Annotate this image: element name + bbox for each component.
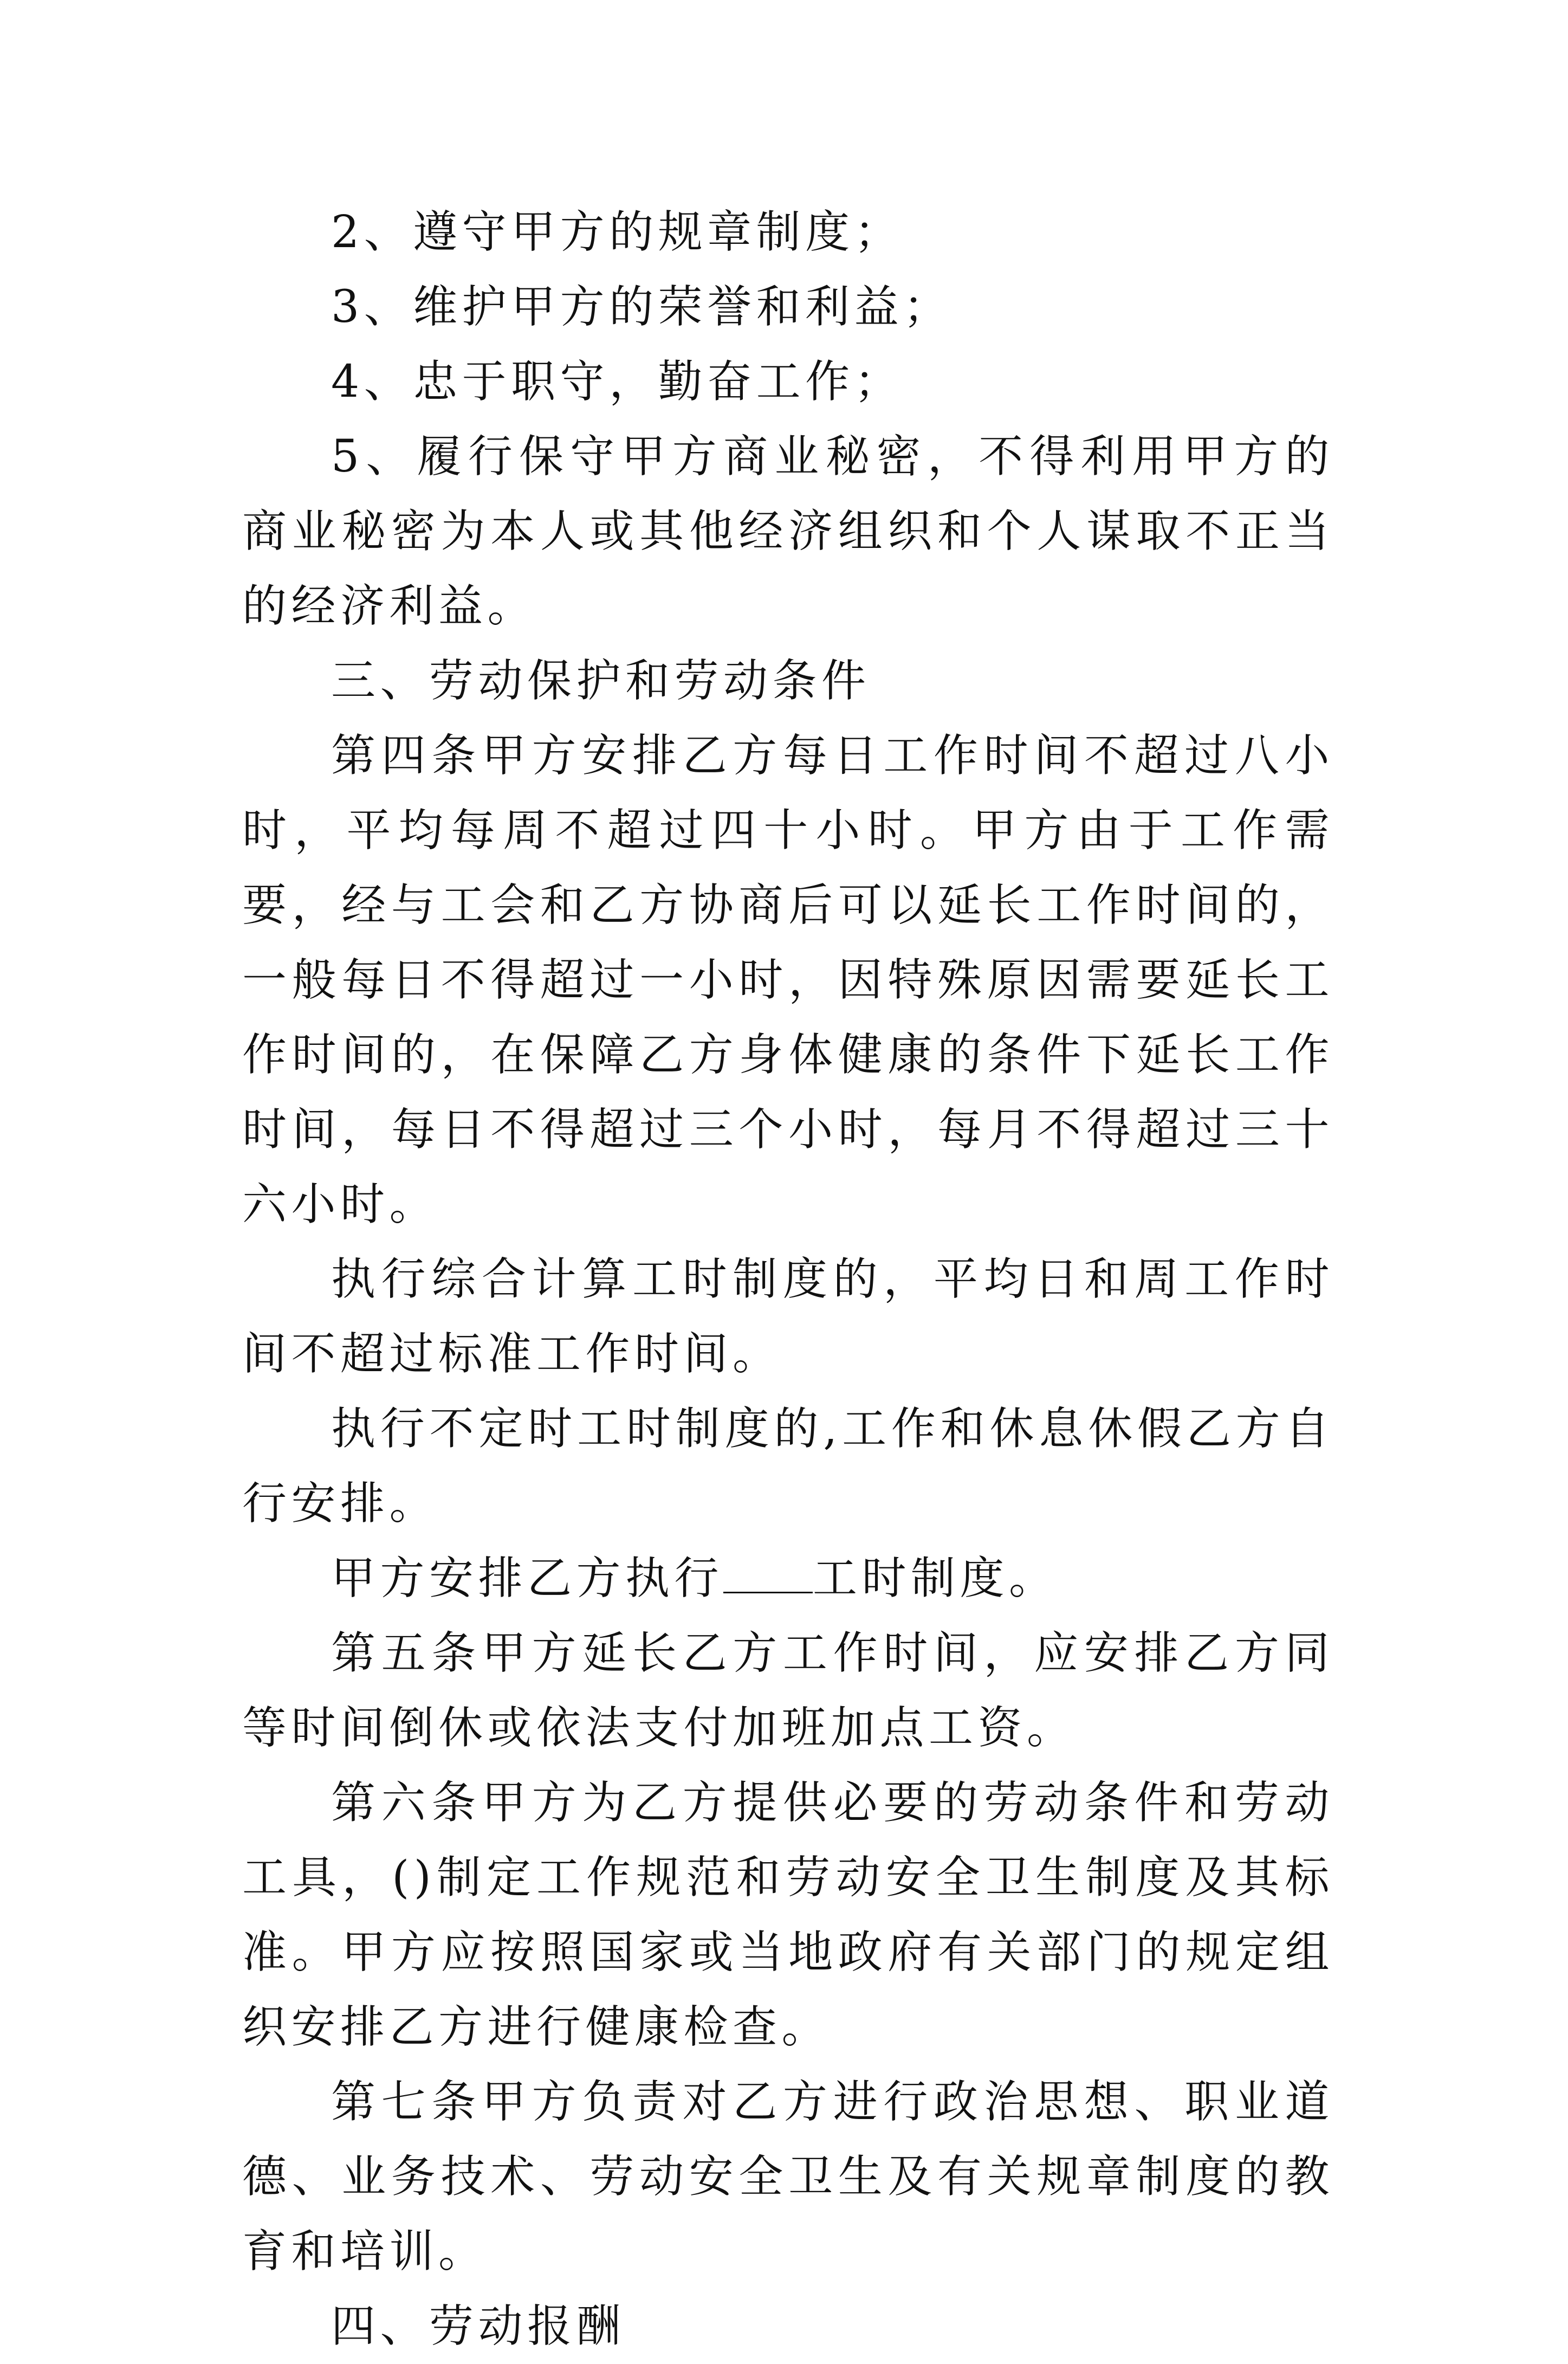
- document-body: [242, 195, 1334, 2364]
- schedule-text-after: 工时制度。: [813, 1553, 1058, 1604]
- paragraph-schedule-assignment: [242, 1541, 1334, 1616]
- paragraph-comprehensive-hours: 执行综合计算工时制度的，平均日和周工作时间不超过标准工作时间。: [242, 1254, 1334, 1380]
- paragraph-obligation-5: 5、履行保守甲方商业秘密，不得利用甲方的商业秘密为本人或其他经济组织和个人谋取不正当的经济利益。: [242, 431, 1334, 632]
- paragraph-flexible-hours: 执行不定时工时制度的,工作和休息休假乙方自行安排。: [242, 1403, 1334, 1529]
- paragraph-obligation-3: 3、维护甲方的荣誉和利益；: [331, 281, 953, 333]
- paragraph-article-5: 第五条甲方延长乙方工作时间，应安排乙方同等时间倒休或依法支付加班加点工资。: [242, 1627, 1334, 1754]
- paragraph-article-6: 第六条甲方为乙方提供必要的劳动条件和劳动工具，()制定工作规范和劳动安全卫生制度及其标准。甲方应按照国家或当地政府有关部门的规定组织安排乙方进行健康检查。: [242, 1777, 1334, 2053]
- paragraph-obligation-4: 4、忠于职守，勤奋工作；: [331, 356, 904, 408]
- section-heading-labor-protection: 三、劳动保护和劳动条件: [331, 655, 871, 707]
- schedule-text-before: 甲方安排乙方执行: [331, 1553, 724, 1604]
- paragraph-article-7: 第七条甲方负责对乙方进行政治思想、职业道德、业务技术、劳动安全卫生及有关规章制度的教育和培训。: [242, 2076, 1334, 2277]
- paragraph-obligation-2: 2、遵守甲方的规章制度；: [331, 206, 904, 258]
- section-heading-remuneration: 四、劳动报酬: [331, 2301, 626, 2352]
- paragraph-article-4: 第四条甲方安排乙方每日工作时间不超过八小时，平均每周不超过四十小时。甲方由于工作需要，经与工会和乙方协商后可以延长工作时间的，一般每日不得超过一小时，因特殊原因需要延长工作时间的，在保障乙方身体健康的条件下延长工作时间，每日不得超过三个小时，每月不得超过三十六小时。: [242, 730, 1334, 1230]
- blank-fill-line: [723, 1554, 813, 1593]
